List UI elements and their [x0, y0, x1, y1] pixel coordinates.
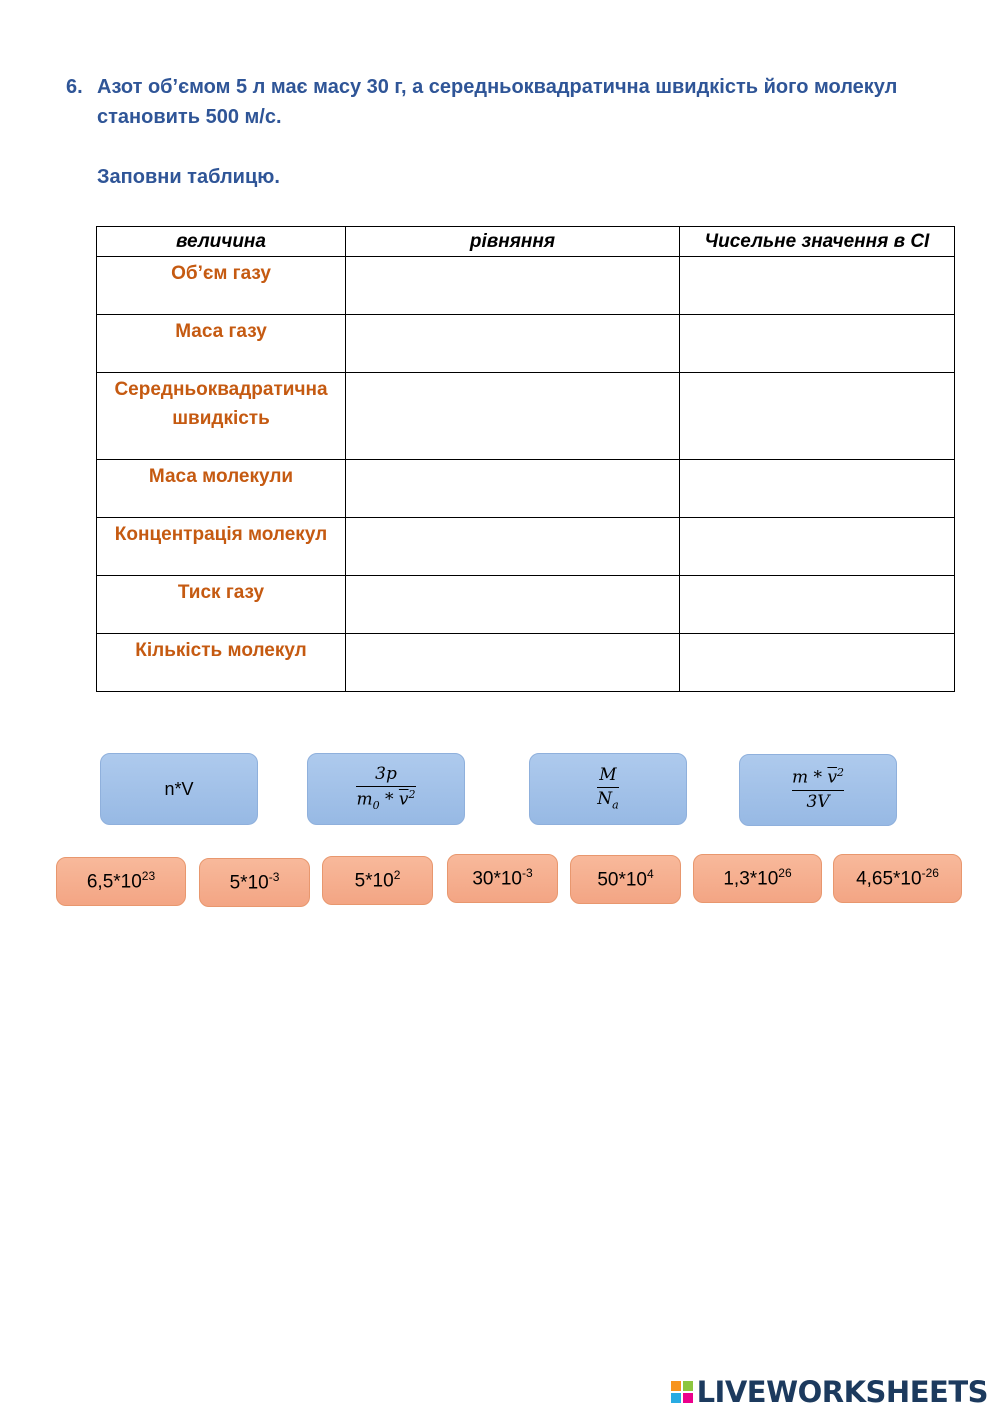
- table-row: [97, 257, 955, 315]
- row-label-molecule-count: Кількість молекул: [97, 634, 346, 692]
- drop-zone-equation[interactable]: [346, 576, 680, 634]
- drop-zone-value[interactable]: [680, 634, 955, 692]
- denominator: $N_a$: [597, 789, 619, 812]
- row-label-pressure: Тиск газу: [97, 576, 346, 634]
- drop-zone-equation[interactable]: [346, 634, 680, 692]
- value-text: $5*10^{-3}$: [229, 870, 280, 894]
- drop-zone-equation[interactable]: [346, 373, 680, 460]
- denominator: $m_0 * \overline{v}^2$: [356, 788, 416, 813]
- table-row: [97, 576, 955, 634]
- answer-table: [96, 226, 955, 692]
- fraction-bar: [597, 787, 618, 788]
- formula-tile-mv2-fraction[interactable]: [739, 754, 897, 826]
- row-label-molecule-mass: Маса молекули: [97, 460, 346, 518]
- header-quantity: величина: [97, 227, 346, 257]
- formula-tile-pressure-fraction[interactable]: [307, 753, 465, 825]
- logo-square: [671, 1393, 681, 1403]
- value-tile[interactable]: [322, 856, 433, 905]
- value-text: $30*10^{-3}$: [472, 866, 533, 890]
- row-label-volume: Об’єм газу: [97, 257, 346, 315]
- logo-square: [683, 1381, 693, 1391]
- fraction: [792, 767, 844, 813]
- drop-zone-equation[interactable]: [346, 315, 680, 373]
- logo-icon: [671, 1381, 693, 1403]
- logo-square: [671, 1381, 681, 1391]
- value-text: $1,3*10^{26}$: [723, 866, 792, 890]
- value-tile[interactable]: [56, 857, 186, 906]
- fraction-bar: [356, 786, 415, 787]
- numerator: M: [599, 764, 617, 785]
- header-value: Чисельне значення в СІ: [680, 227, 955, 257]
- value-tile[interactable]: [693, 854, 822, 903]
- table-row: [97, 373, 955, 460]
- formula-text: n*V: [164, 778, 194, 799]
- fraction-bar: [792, 790, 844, 791]
- drop-zone-value[interactable]: [680, 257, 955, 315]
- value-text: $4,65*10^{-26}$: [856, 866, 939, 890]
- value-tile[interactable]: [199, 858, 310, 907]
- table-row: [97, 518, 955, 576]
- numerator: m * $\overline{v}^2$: [791, 766, 845, 788]
- fraction: [356, 765, 415, 813]
- value-tile[interactable]: [833, 854, 962, 903]
- drop-zone-value[interactable]: [680, 315, 955, 373]
- denominator: 3V: [806, 792, 830, 813]
- value-tile[interactable]: [570, 855, 681, 904]
- value-tile[interactable]: [447, 854, 558, 903]
- task-statement: [66, 72, 946, 132]
- logo-square: [683, 1393, 693, 1403]
- instruction: Заповни таблицю.: [97, 166, 280, 188]
- fraction: [597, 766, 618, 813]
- drop-zone-equation[interactable]: [346, 460, 680, 518]
- table-row: [97, 634, 955, 692]
- numerator: 3p: [375, 763, 397, 784]
- liveworksheets-logo: [671, 1375, 988, 1409]
- logo-text: LIVEWORKSHEETS: [696, 1375, 988, 1409]
- formula-tile-nv[interactable]: [100, 753, 258, 825]
- formula-tile-molar-fraction[interactable]: [529, 753, 687, 825]
- value-text: $5*10^2$: [354, 868, 401, 892]
- row-label-rms-speed: Середньоквадратична швидкість: [97, 373, 346, 460]
- table-row: [97, 460, 955, 518]
- task-text: Азот об’ємом 5 л має масу 30 г, а середньоквадратична швидкість його молекул становить 500 м/с.: [97, 76, 898, 128]
- header-equation: рівняння: [346, 227, 680, 257]
- drop-zone-equation[interactable]: [346, 518, 680, 576]
- table-row: [97, 315, 955, 373]
- drop-zone-value[interactable]: [680, 518, 955, 576]
- drop-zone-value[interactable]: [680, 460, 955, 518]
- value-text: $6,5*10^{23}$: [86, 869, 156, 893]
- task-number: 6.: [66, 76, 83, 98]
- drop-zone-equation[interactable]: [346, 257, 680, 315]
- row-label-mass: Маса газу: [97, 315, 346, 373]
- table-header-row: [97, 227, 955, 257]
- drop-zone-value[interactable]: [680, 373, 955, 460]
- row-label-concentration: Концентрація молекул: [97, 518, 346, 576]
- drop-zone-value[interactable]: [680, 576, 955, 634]
- value-text: $50*10^4$: [597, 867, 654, 891]
